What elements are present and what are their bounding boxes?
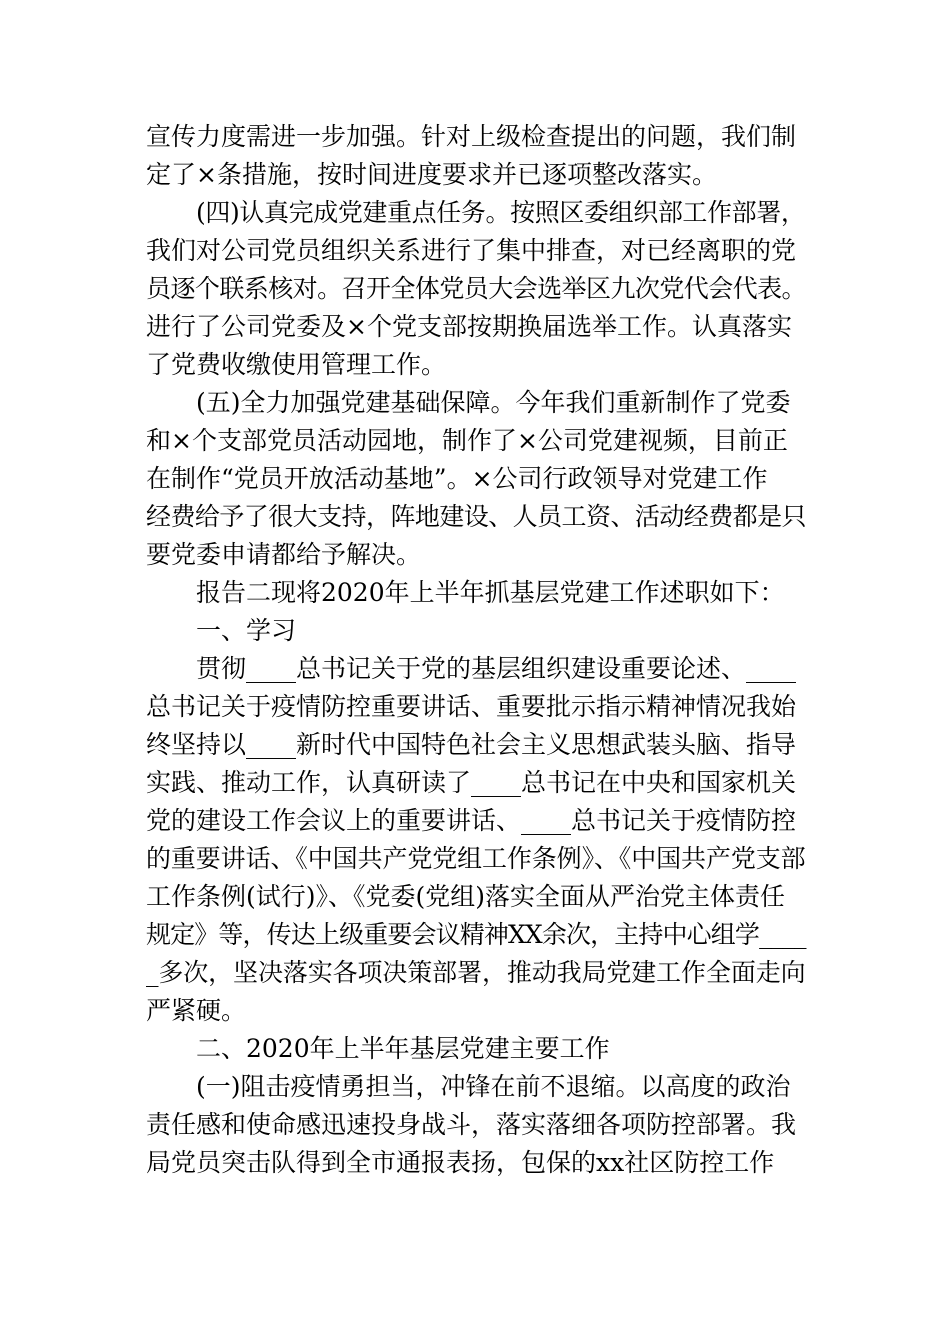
- text-line: 一、学习: [196, 616, 297, 645]
- text-line: 规定》等，传达上级重要会议精神XX余次，主持中心组学____: [146, 920, 806, 949]
- text-line: 我们对公司党员组织关系进行了集中排查，对已经离职的党: [146, 236, 797, 265]
- text-line: 贯彻____总书记关于党的基层组织建设重要论述、____: [196, 654, 797, 683]
- text-line: 要党委申请都给予解决。: [146, 540, 422, 569]
- text-line: 二、2020年上半年基层党建主要工作: [196, 1034, 610, 1063]
- text-line: 严紧硬。: [146, 996, 247, 1025]
- text-line: 总书记关于疫情防控重要讲话、重要批示指示精神情况我始: [146, 692, 797, 721]
- text-line: 定了×条措施，按时间进度要求并已逐项整改落实。: [146, 160, 717, 189]
- text-line: 终坚持以____新时代中国特色社会主义思想武装头脑、指导: [146, 730, 797, 759]
- text-line: 党的建设工作会议上的重要讲话、____总书记关于疫情防控: [146, 806, 797, 835]
- text-line: 局党员突击队得到全市通报表扬，包保的xx社区防控工作: [146, 1148, 775, 1177]
- text-line: 在制作“党员开放活动基地”。×公司行政领导对党建工作: [146, 464, 768, 493]
- text-line: 了党费收缴使用管理工作。: [146, 350, 447, 379]
- text-line: 工作条例(试行)》、《党委(党组)落实全面从严治党主体责任: [146, 882, 786, 911]
- document-body: [146, 118, 806, 1182]
- text-line: (五)全力加强党建基础保障。今年我们重新制作了党委: [196, 388, 791, 417]
- text-line: 责任感和使命感迅速投身战斗，落实落细各项防控部署。我: [146, 1110, 797, 1139]
- text-line: 员逐个联系核对。召开全体党员大会选举区九次党代会代表。: [146, 274, 807, 303]
- text-line: 报告二现将2020年上半年抓基层党建工作述职如下：: [196, 578, 785, 607]
- text-line: (一)阻击疫情勇担当，冲锋在前不退缩。以高度的政治: [196, 1072, 791, 1101]
- text-line: 经费给予了很大支持，阵地建设、人员工资、活动经费都是只: [146, 502, 807, 531]
- text-line: _多次，坚决落实各项决策部署，推动我局党建工作全面走向: [146, 958, 806, 987]
- text-line: 的重要讲话、《中国共产党党组工作条例》、《中国共产党支部: [146, 844, 806, 873]
- text-line: 实践、推动工作，认真研读了____总书记在中央和国家机关: [146, 768, 797, 797]
- text-line: (四)认真完成党建重点任务。按照区委组织部工作部署，: [196, 198, 806, 227]
- text-line: 宣传力度需进一步加强。针对上级检查提出的问题，我们制: [146, 122, 797, 151]
- text-line: 和×个支部党员活动园地，制作了×公司党建视频，目前正: [146, 426, 788, 455]
- text-line: 进行了公司党委及×个党支部按期换届选举工作。认真落实: [146, 312, 792, 341]
